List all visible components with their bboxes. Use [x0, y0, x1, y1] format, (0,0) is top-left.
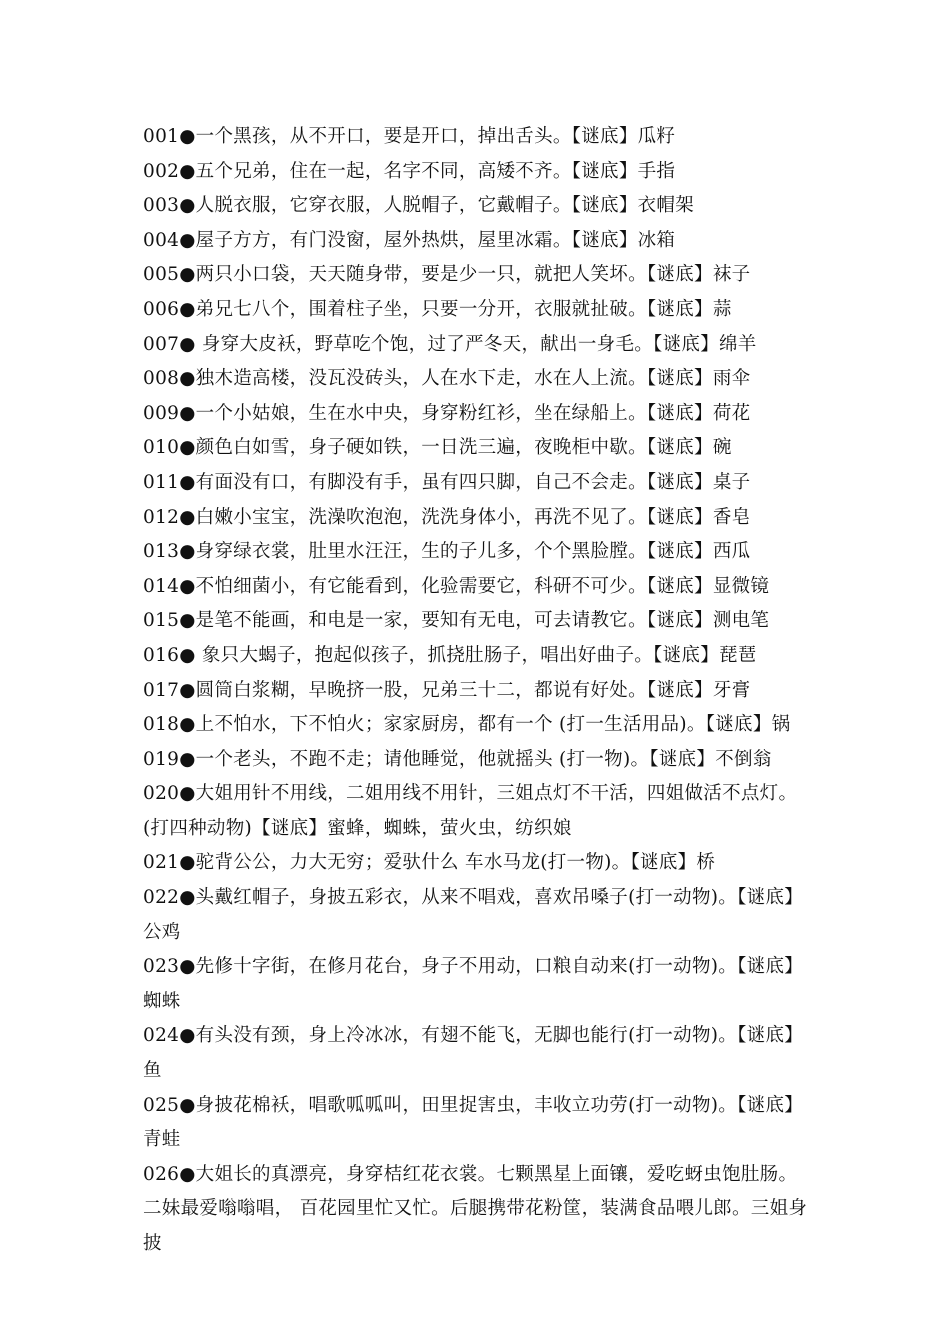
riddle-006	[143, 293, 813, 328]
riddle-text: ●是笔不能画，和电是一家，要知有无电，可去请教它。【谜底】测电笔	[179, 610, 770, 632]
riddle-015	[143, 604, 813, 639]
riddle-text: ●两只小口袋，天天随身带，要是少一只，就把人笑坏。【谜底】袜子	[179, 264, 751, 286]
riddle-019	[143, 743, 813, 778]
riddle-number: 001	[143, 126, 180, 147]
riddle-018	[143, 708, 813, 743]
riddle-text: ●独木造高楼，没瓦没砖头，人在水下走，水在人上流。【谜底】雨伞	[179, 368, 751, 390]
riddle-number: 005	[143, 264, 180, 286]
riddle-023	[143, 950, 813, 1019]
riddle-number: 016	[143, 644, 180, 666]
riddle-text: ●驼背公公，力大无穷；爱驮什么 车水马龙(打一物)。【谜底】桥	[179, 852, 716, 874]
riddle-012	[143, 501, 813, 536]
riddle-text: ●上不怕水，下不怕火；家家厨房，都有一个 (打一生活用品)。【谜底】锅	[179, 714, 791, 736]
riddle-number: 026	[143, 1163, 180, 1185]
riddle-number: 021	[143, 852, 180, 874]
riddle-text: ●圆筒白浆糊，早晚挤一股，兄弟三十二，都说有好处。【谜底】牙膏	[179, 679, 751, 701]
riddle-number: 013	[143, 541, 180, 563]
riddle-003	[143, 189, 813, 224]
riddle-number: 022	[143, 887, 180, 909]
riddle-number: 006	[143, 298, 180, 320]
riddle-text: ●身披花棉袄，唱歌呱呱叫，田里捉害虫，丰收立功劳(打一动物)。【谜底】青蛙	[143, 1094, 804, 1151]
riddle-026	[143, 1158, 813, 1262]
riddle-001	[143, 120, 813, 155]
riddle-022	[143, 881, 813, 950]
riddle-number: 007	[143, 333, 180, 355]
riddle-024	[143, 1019, 813, 1088]
riddle-text: ● 身穿大皮袄，野草吃个饱，过了严冬天，献出一身毛。【谜底】绵羊	[179, 333, 757, 355]
riddle-text: ●人脱衣服，它穿衣服，人脱帽子，它戴帽子。【谜底】衣帽架	[179, 195, 695, 217]
riddle-text: ●屋子方方，有门没窗，屋外热烘，屋里冰霜。【谜底】冰箱	[179, 229, 676, 251]
riddle-text: ●一个小姑娘，生在水中央，身穿粉红衫，坐在绿船上。【谜底】荷花	[179, 402, 751, 424]
riddle-number: 004	[143, 229, 180, 251]
riddle-005	[143, 258, 813, 293]
riddle-number: 011	[143, 471, 180, 493]
riddle-list	[143, 120, 813, 1262]
riddle-number: 003	[143, 195, 180, 217]
riddle-text: ●颜色白如雪，身子硬如铁，一日洗三遍，夜晚柜中歇。【谜底】碗	[179, 437, 732, 459]
riddle-013	[143, 535, 813, 570]
riddle-number: 017	[143, 679, 180, 701]
riddle-text: ●不怕细菌小，有它能看到，化验需要它，科研不可少。【谜底】显微镜	[179, 575, 770, 597]
riddle-number: 025	[143, 1094, 180, 1116]
riddle-text: ●头戴红帽子，身披五彩衣，从来不唱戏，喜欢吊嗓子(打一动物)。【谜底】公鸡	[143, 887, 804, 943]
riddle-011	[143, 466, 813, 501]
riddle-number: 024	[143, 1025, 180, 1047]
riddle-number: 012	[143, 506, 180, 528]
riddle-020	[143, 777, 813, 846]
riddle-number: 020	[143, 783, 180, 805]
riddle-number: 023	[143, 956, 180, 978]
riddle-017	[143, 674, 813, 709]
riddle-text: ●大姐用针不用线，二姐用线不用针，三姐点灯不干活，四姐做活不点灯。(打四种动物)【谜底】蜜蜂，蜘蛛，萤火虫，纺织娘	[143, 783, 798, 839]
riddle-number: 009	[143, 402, 180, 424]
riddle-number: 014	[143, 575, 180, 597]
riddle-number: 018	[143, 714, 180, 736]
riddle-014	[143, 570, 813, 605]
riddle-text: ● 象只大蝎子，抱起似孩子，抓挠肚肠子，唱出好曲子。【谜底】琵琶	[179, 644, 757, 666]
riddle-number: 015	[143, 610, 180, 632]
riddle-number: 010	[143, 437, 180, 459]
riddle-text: ●有头没有颈，身上冷冰冰，有翅不能飞，无脚也能行(打一动物)。【谜底】鱼	[143, 1025, 804, 1082]
riddle-002	[143, 155, 813, 190]
riddle-008	[143, 362, 813, 397]
riddle-text: ●先修十字街，在修月花台，身子不用动，口粮自动来(打一动物)。【谜底】蜘蛛	[143, 956, 804, 1012]
riddle-009	[143, 397, 813, 432]
riddle-text: ●弟兄七八个，围着柱子坐，只要一分开，衣服就扯破。【谜底】蒜	[179, 298, 732, 320]
riddle-007	[143, 328, 813, 363]
riddle-text: ●大姐长的真漂亮，身穿桔红花衣裳。七颗黑星上面镶，爱吃蚜虫饱肚肠。二妹最爱嗡嗡唱， 百花园里忙又忙。后腿携带花粉筐，装满食品喂儿郎。三姐身披	[143, 1163, 808, 1254]
riddle-number: 008	[143, 368, 180, 390]
riddle-021	[143, 846, 813, 881]
riddle-text: ●一个黑孩，从不开口，要是开口，掉出舌头。【谜底】瓜籽	[179, 126, 676, 147]
riddle-text: ●白嫩小宝宝，洗澡吹泡泡，洗洗身体小，再洗不见了。【谜底】香皂	[179, 506, 751, 528]
riddle-number: 019	[143, 748, 180, 770]
riddle-text: ●身穿绿衣裳，肚里水汪汪，生的子儿多，个个黑脸膛。【谜底】西瓜	[179, 541, 751, 563]
riddle-010	[143, 431, 813, 466]
riddle-text: ●五个兄弟，住在一起，名字不同，高矮不齐。【谜底】手指	[179, 160, 676, 182]
riddle-016	[143, 639, 813, 674]
riddle-text: ●一个老头，不跑不走；请他睡觉，他就摇头 (打一物)。【谜底】不倒翁	[179, 748, 772, 770]
riddle-004	[143, 224, 813, 259]
riddle-text: ●有面没有口，有脚没有手，虽有四只脚，自己不会走。【谜底】桌子	[179, 471, 751, 493]
riddle-number: 002	[143, 160, 180, 182]
riddle-025	[143, 1089, 813, 1158]
